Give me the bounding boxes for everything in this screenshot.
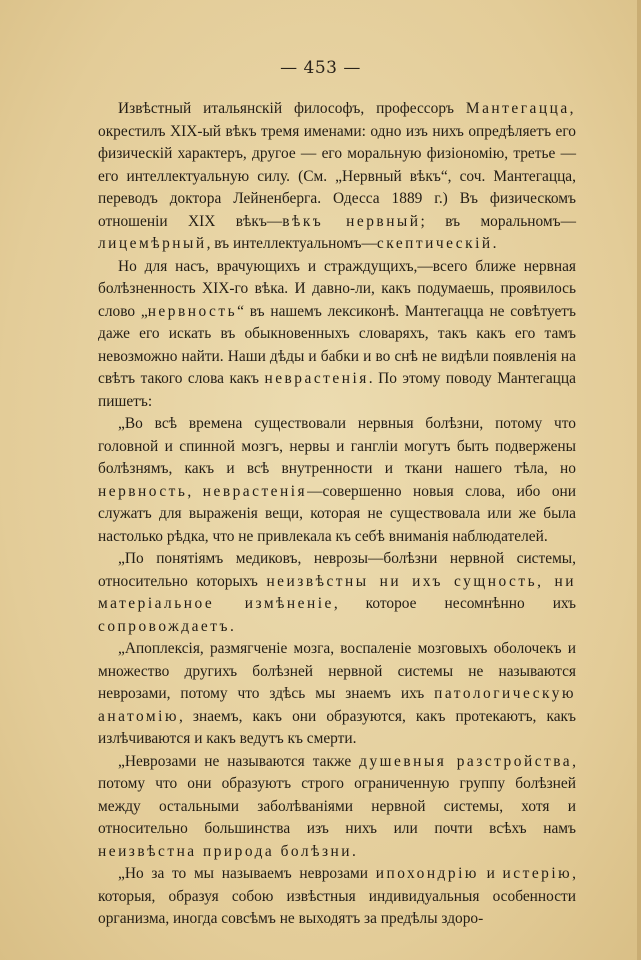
emphasized-text: нервность	[98, 482, 188, 500]
text-run: , которыя, образуя собою извѣстныя индивидуальныя особенности организма, иногда совсѣмъ не выходятъ за предѣлы здоро-	[98, 865, 576, 927]
emphasized-text: неврастенія	[202, 482, 308, 500]
emphasized-text: неврастенія	[264, 370, 369, 387]
text-run: “ въ нашемъ лексиконѣ. Мантегацца не совѣтуетъ даже его искать въ обыкновенныхъ словаряхъ, такъ какъ его тамъ невозможно найти. Наши дѣды и бабки и во снѣ не видѣли появленія на свѣтъ такого слова какъ	[98, 302, 576, 387]
emphasized-text: истерію	[502, 865, 573, 882]
text-run: , въ интеллектуальномъ—	[206, 235, 377, 252]
text-run: „Но за то мы называемъ неврозами	[118, 865, 376, 882]
text-run: и	[478, 865, 503, 882]
text-run: .	[492, 235, 497, 252]
emphasized-text: Мантегацца,	[465, 100, 576, 117]
emphasized-text: неизвѣстна природа болѣзни	[98, 842, 353, 860]
paragraph	[98, 548, 576, 638]
emphasized-text: душевныя разстройства	[359, 752, 573, 770]
paragraph	[98, 751, 576, 864]
text-run: Но для насъ, врачующихъ и страждущихъ,—всего ближе нервная болѣзненность XIX-го вѣка. И давно-ли, какъ подумаешь, проявилось слово „	[98, 257, 576, 320]
text-run: „Неврозами не называются также	[118, 752, 360, 770]
text-run: „Апоплексія, размягченіе мозга, воспаленіе мозговыхъ оболочекъ и множество другихъ болѣзней нервной системы не называются неврозами, потому что здѣсь мы знаемъ ихъ	[98, 640, 576, 702]
emphasized-text: лицемѣрный	[98, 235, 207, 252]
emphasized-text: вѣкъ нервный	[282, 212, 421, 230]
emphasized-text: неизвѣстны ни ихъ сущность, ни матеріальное измѣненіе	[98, 572, 576, 612]
text-run: окрестилъ XIX-ый вѣкъ тремя именами: одно изъ нихъ опредѣляетъ его физическій характеръ, другое — его моральную физіономію, третье — его интеллектуальную силу. (См. „Нервный вѣкъ“, соч. Мантегацца, переводъ доктора Лейненберга. Одесса 1889 г.) Въ физическомъ отношеніи XIX вѣкъ—	[98, 122, 576, 230]
body-text	[98, 98, 576, 931]
text-run: , потому что они образуютъ строго ограниченную группу болѣзней между остальными заболѣваніями нервной системы, хотя и относительно большинства изъ нихъ или почти всѣхъ намъ	[98, 752, 576, 837]
text-run: Извѣстный итальянскій философъ, профессоръ	[118, 100, 466, 117]
text-run: ,	[187, 482, 203, 500]
paragraph	[98, 256, 576, 414]
emphasized-text: нервность	[147, 302, 238, 320]
paragraph	[98, 638, 576, 751]
text-run: .	[229, 617, 234, 635]
emphasized-text: сопровождаетъ	[98, 617, 230, 635]
emphasized-text: ипохондрію	[375, 865, 479, 882]
text-run: . По этому поводу Мантегацца пишетъ:	[98, 370, 576, 410]
text-run: ; въ моральномъ—	[420, 212, 576, 230]
text-run: —совершенно новыя слова, ибо они служатъ для выраженія вещи, которая не существовала или же была настолько рѣдка, что не привлекала къ себѣ вниманія наблюдателей.	[98, 482, 577, 545]
text-run: , знаемъ, какъ они образуются, какъ протекаютъ, какъ излѣчиваются и какъ ведутъ къ смерти.	[98, 707, 576, 747]
paragraph	[98, 98, 576, 256]
paragraph	[98, 413, 576, 548]
paragraph	[98, 863, 576, 931]
emphasized-text: скептическій	[376, 235, 493, 252]
text-run: „Во всѣ времена существовали нервныя болѣзни, потому что головной и спинной мозгъ, нервы и гангліи могутъ быть подвержены болѣзнямъ, какъ и всѣ внутренности и ткани нашего тѣла, но	[98, 415, 576, 477]
page-number: — 453 —	[280, 58, 361, 78]
text-run: , которое несомнѣнно ихъ	[333, 595, 576, 612]
page-edge	[637, 0, 641, 960]
emphasized-text: патологическую анатомію	[98, 685, 576, 725]
text-run: „По понятіямъ медиковъ, неврозы—болѣзни нервной системы, относительно которыхъ	[98, 550, 576, 590]
text-run: .	[352, 842, 356, 860]
